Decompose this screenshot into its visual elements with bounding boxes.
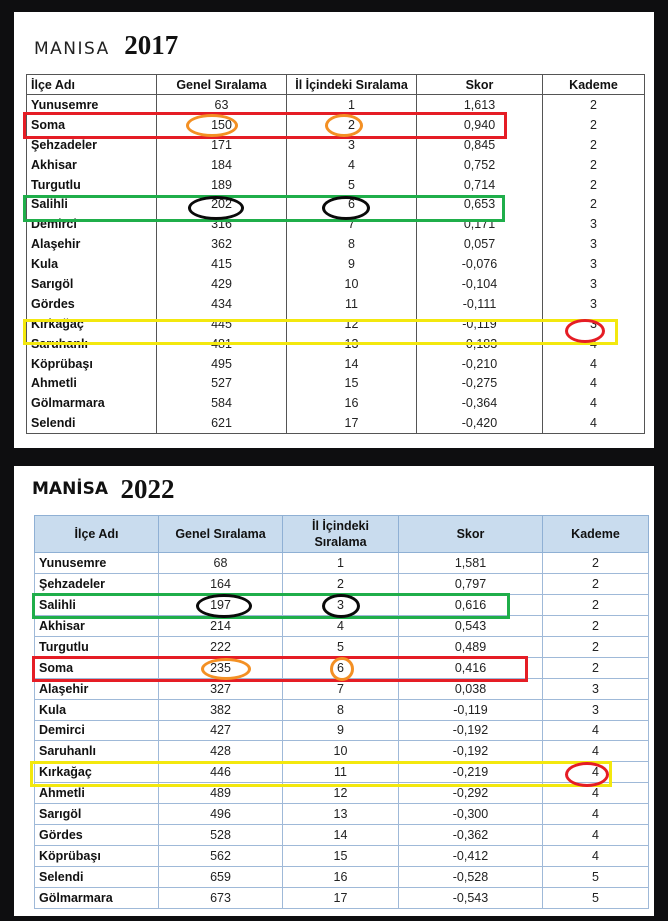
tier-cell: 2	[543, 657, 649, 678]
district-name-cell: Sarıgöl	[35, 804, 159, 825]
general-rank-cell: 382	[159, 699, 283, 720]
general-rank-cell: 445	[157, 314, 287, 334]
table-row	[35, 783, 649, 804]
district-name-cell: Turgutlu	[27, 175, 157, 195]
province-rank-cell: 16	[287, 393, 417, 413]
general-rank-cell: 189	[157, 175, 287, 195]
table-row	[35, 846, 649, 867]
table-row	[35, 573, 649, 594]
tier-cell: 3	[543, 678, 649, 699]
score-cell: 0,714	[417, 175, 543, 195]
score-cell: 0,752	[417, 155, 543, 175]
tier-cell: 2	[543, 615, 649, 636]
table-row	[27, 373, 645, 393]
general-rank-cell: 584	[157, 393, 287, 413]
col-header-score: Skor	[399, 516, 543, 553]
district-name-cell: Salihli	[27, 194, 157, 214]
province-rank-cell: 15	[287, 373, 417, 393]
col-header-score: Skor	[417, 75, 543, 95]
table-row	[35, 888, 649, 909]
district-name-cell: Şehzadeler	[35, 573, 159, 594]
district-name-cell: Gördes	[35, 825, 159, 846]
general-rank-cell: 489	[159, 783, 283, 804]
tier-cell: 2	[543, 194, 645, 214]
table-row	[27, 314, 645, 334]
province-rank-cell: 7	[283, 678, 399, 699]
table-row	[27, 115, 645, 135]
table-row	[35, 615, 649, 636]
district-name-cell: Ahmetli	[27, 373, 157, 393]
table-row	[27, 354, 645, 374]
general-rank-cell: 415	[157, 254, 287, 274]
tier-cell: 4	[543, 373, 645, 393]
table-row	[27, 254, 645, 274]
province-rank-cell: 12	[287, 314, 417, 334]
score-cell: 0,845	[417, 135, 543, 155]
table-row	[35, 636, 649, 657]
general-rank-cell: 222	[159, 636, 283, 657]
table-row	[35, 594, 649, 615]
score-cell: -0,192	[399, 720, 543, 741]
col-header-tier: Kademe	[543, 75, 645, 95]
tier-cell: 4	[543, 762, 649, 783]
general-rank-cell: 235	[159, 657, 283, 678]
tier-cell: 4	[543, 354, 645, 374]
tier-cell: 4	[543, 825, 649, 846]
province-rank-cell: 8	[283, 699, 399, 720]
general-rank-cell: 428	[159, 741, 283, 762]
district-name-cell: Kula	[35, 699, 159, 720]
table-row	[35, 657, 649, 678]
general-rank-cell: 68	[159, 553, 283, 574]
table-row	[35, 825, 649, 846]
general-rank-cell: 63	[157, 95, 287, 115]
general-rank-cell: 316	[157, 214, 287, 234]
tier-cell: 2	[543, 95, 645, 115]
district-name-cell: Köprübaşı	[27, 354, 157, 374]
general-rank-cell: 446	[159, 762, 283, 783]
score-cell: -0,219	[399, 762, 543, 783]
province-rank-cell: 8	[287, 234, 417, 254]
score-cell: 0,543	[399, 615, 543, 636]
tier-cell: 2	[543, 636, 649, 657]
province-rank-cell: 11	[283, 762, 399, 783]
district-name-cell: Salihli	[35, 594, 159, 615]
district-name-cell: Soma	[27, 115, 157, 135]
tier-cell: 4	[543, 720, 649, 741]
province-rank-cell: 9	[283, 720, 399, 741]
province-rank-cell: 2	[283, 573, 399, 594]
tier-cell: 4	[543, 783, 649, 804]
score-cell: 1,581	[399, 553, 543, 574]
table-row	[27, 194, 645, 214]
district-name-cell: Selendi	[35, 867, 159, 888]
table-row	[35, 762, 649, 783]
col-header-general-rank: Genel Sıralama	[157, 75, 287, 95]
table-row	[27, 393, 645, 413]
score-cell: -0,183	[417, 334, 543, 354]
district-name-cell: Demirci	[27, 214, 157, 234]
general-rank-cell: 184	[157, 155, 287, 175]
general-rank-cell: 496	[159, 804, 283, 825]
general-rank-cell: 427	[159, 720, 283, 741]
score-cell: 0,653	[417, 194, 543, 214]
general-rank-cell: 164	[159, 573, 283, 594]
province-rank-cell: 14	[287, 354, 417, 374]
table-row	[35, 804, 649, 825]
district-name-cell: Demirci	[35, 720, 159, 741]
title-2017	[34, 30, 178, 61]
tier-cell: 2	[543, 573, 649, 594]
city-name-2022: MANİSA	[32, 479, 109, 499]
province-rank-cell: 1	[287, 95, 417, 115]
general-rank-cell: 202	[157, 194, 287, 214]
tier-cell: 2	[543, 155, 645, 175]
province-rank-cell: 13	[287, 334, 417, 354]
province-rank-cell: 17	[287, 413, 417, 433]
tier-cell: 3	[543, 274, 645, 294]
score-cell: -0,362	[399, 825, 543, 846]
general-rank-cell: 362	[157, 234, 287, 254]
score-cell: -0,543	[399, 888, 543, 909]
score-cell: 0,038	[399, 678, 543, 699]
score-cell: 0,797	[399, 573, 543, 594]
score-cell: -0,364	[417, 393, 543, 413]
province-rank-cell: 10	[283, 741, 399, 762]
province-rank-cell: 4	[287, 155, 417, 175]
table-row	[27, 294, 645, 314]
district-name-cell: Gördes	[27, 294, 157, 314]
general-rank-cell: 481	[157, 334, 287, 354]
ranking-table-2017	[26, 74, 645, 434]
table-row	[35, 678, 649, 699]
general-rank-cell: 429	[157, 274, 287, 294]
district-name-cell: Alaşehir	[27, 234, 157, 254]
province-rank-cell: 12	[283, 783, 399, 804]
tier-cell: 3	[543, 314, 645, 334]
district-name-cell: Turgutlu	[35, 636, 159, 657]
district-name-cell: Yunusemre	[27, 95, 157, 115]
score-cell: -0,275	[417, 373, 543, 393]
district-name-cell: Gölmarmara	[27, 393, 157, 413]
province-rank-cell: 11	[287, 294, 417, 314]
general-rank-cell: 673	[159, 888, 283, 909]
province-rank-cell: 3	[287, 135, 417, 155]
province-rank-cell: 10	[287, 274, 417, 294]
province-rank-cell: 1	[283, 553, 399, 574]
year-2017: 2017	[124, 30, 179, 60]
district-name-cell: Saruhanlı	[35, 741, 159, 762]
province-rank-cell: 5	[283, 636, 399, 657]
province-rank-cell: 17	[283, 888, 399, 909]
score-cell: -0,528	[399, 867, 543, 888]
tier-cell: 4	[543, 741, 649, 762]
province-rank-cell: 7	[287, 214, 417, 234]
score-cell: 1,613	[417, 95, 543, 115]
district-name-cell: Soma	[35, 657, 159, 678]
table-row	[27, 234, 645, 254]
province-rank-cell: 6	[287, 194, 417, 214]
general-rank-cell: 327	[159, 678, 283, 699]
district-name-cell: Saruhanlı	[27, 334, 157, 354]
col-header-province-rank: İl İçindeki Sıralama	[283, 516, 399, 553]
tier-cell: 5	[543, 888, 649, 909]
col-header-province-rank: İl İçindeki Sıralama	[287, 75, 417, 95]
col-header-district: İlçe Adı	[27, 75, 157, 95]
score-cell: -0,076	[417, 254, 543, 274]
province-rank-cell: 2	[287, 115, 417, 135]
table-row	[35, 741, 649, 762]
col-header-tier: Kademe	[543, 516, 649, 553]
table-row	[35, 720, 649, 741]
tier-cell: 3	[543, 234, 645, 254]
score-cell: -0,300	[399, 804, 543, 825]
tier-cell: 2	[543, 115, 645, 135]
table-header-row	[35, 516, 649, 553]
tier-cell: 3	[543, 254, 645, 274]
district-name-cell: Akhisar	[35, 615, 159, 636]
score-cell: 0,940	[417, 115, 543, 135]
district-name-cell: Köprübaşı	[35, 846, 159, 867]
district-name-cell: Alaşehir	[35, 678, 159, 699]
district-name-cell: Ahmetli	[35, 783, 159, 804]
district-name-cell: Selendi	[27, 413, 157, 433]
province-rank-cell: 6	[283, 657, 399, 678]
province-rank-cell: 15	[283, 846, 399, 867]
general-rank-cell: 171	[157, 135, 287, 155]
district-name-cell: Gölmarmara	[35, 888, 159, 909]
district-name-cell: Kula	[27, 254, 157, 274]
score-cell: -0,111	[417, 294, 543, 314]
province-rank-cell: 14	[283, 825, 399, 846]
general-rank-cell: 562	[159, 846, 283, 867]
general-rank-cell: 495	[157, 354, 287, 374]
score-cell: -0,210	[417, 354, 543, 374]
table-row	[35, 699, 649, 720]
general-rank-cell: 527	[157, 373, 287, 393]
district-name-cell: Kırkağaç	[27, 314, 157, 334]
table-row	[27, 413, 645, 433]
province-rank-cell: 4	[283, 615, 399, 636]
tier-cell: 2	[543, 594, 649, 615]
tier-cell: 4	[543, 846, 649, 867]
table-header-row	[27, 75, 645, 95]
score-cell: -0,119	[399, 699, 543, 720]
district-name-cell: Kırkağaç	[35, 762, 159, 783]
table-row	[27, 155, 645, 175]
table-row	[27, 175, 645, 195]
general-rank-cell: 150	[157, 115, 287, 135]
tier-cell: 2	[543, 175, 645, 195]
province-rank-cell: 3	[283, 594, 399, 615]
score-cell: -0,412	[399, 846, 543, 867]
district-name-cell: Sarıgöl	[27, 274, 157, 294]
general-rank-cell: 214	[159, 615, 283, 636]
score-cell: 0,489	[399, 636, 543, 657]
col-header-district: İlçe Adı	[35, 516, 159, 553]
province-rank-cell: 16	[283, 867, 399, 888]
tier-cell: 3	[543, 699, 649, 720]
tier-cell: 4	[543, 393, 645, 413]
city-name-2017: MANISA	[34, 39, 110, 59]
panel-2017	[14, 12, 654, 448]
table-row	[35, 553, 649, 574]
ranking-table-2022	[34, 515, 649, 909]
general-rank-cell: 434	[157, 294, 287, 314]
tier-cell: 3	[543, 214, 645, 234]
tier-cell: 4	[543, 413, 645, 433]
table-row	[27, 334, 645, 354]
score-cell: 0,616	[399, 594, 543, 615]
province-rank-cell: 5	[287, 175, 417, 195]
district-name-cell: Akhisar	[27, 155, 157, 175]
table-row	[27, 135, 645, 155]
col-header-general-rank: Genel Sıralama	[159, 516, 283, 553]
table-row	[27, 214, 645, 234]
general-rank-cell: 659	[159, 867, 283, 888]
score-cell: -0,292	[399, 783, 543, 804]
general-rank-cell: 197	[159, 594, 283, 615]
title-2022	[32, 474, 174, 505]
table-row	[27, 274, 645, 294]
province-rank-cell: 13	[283, 804, 399, 825]
tier-cell: 5	[543, 867, 649, 888]
score-cell: 0,057	[417, 234, 543, 254]
table-row	[27, 95, 645, 115]
year-2022: 2022	[120, 474, 175, 504]
tier-cell: 3	[543, 294, 645, 314]
score-cell: -0,119	[417, 314, 543, 334]
score-cell: 0,171	[417, 214, 543, 234]
score-cell: 0,416	[399, 657, 543, 678]
panel-2022	[14, 466, 654, 916]
district-name-cell: Yunusemre	[35, 553, 159, 574]
score-cell: -0,104	[417, 274, 543, 294]
general-rank-cell: 621	[157, 413, 287, 433]
tier-cell: 4	[543, 804, 649, 825]
general-rank-cell: 528	[159, 825, 283, 846]
tier-cell: 2	[543, 135, 645, 155]
table-row	[35, 867, 649, 888]
province-rank-cell: 9	[287, 254, 417, 274]
score-cell: -0,192	[399, 741, 543, 762]
tier-cell: 4	[543, 334, 645, 354]
score-cell: -0,420	[417, 413, 543, 433]
district-name-cell: Şehzadeler	[27, 135, 157, 155]
tier-cell: 2	[543, 553, 649, 574]
